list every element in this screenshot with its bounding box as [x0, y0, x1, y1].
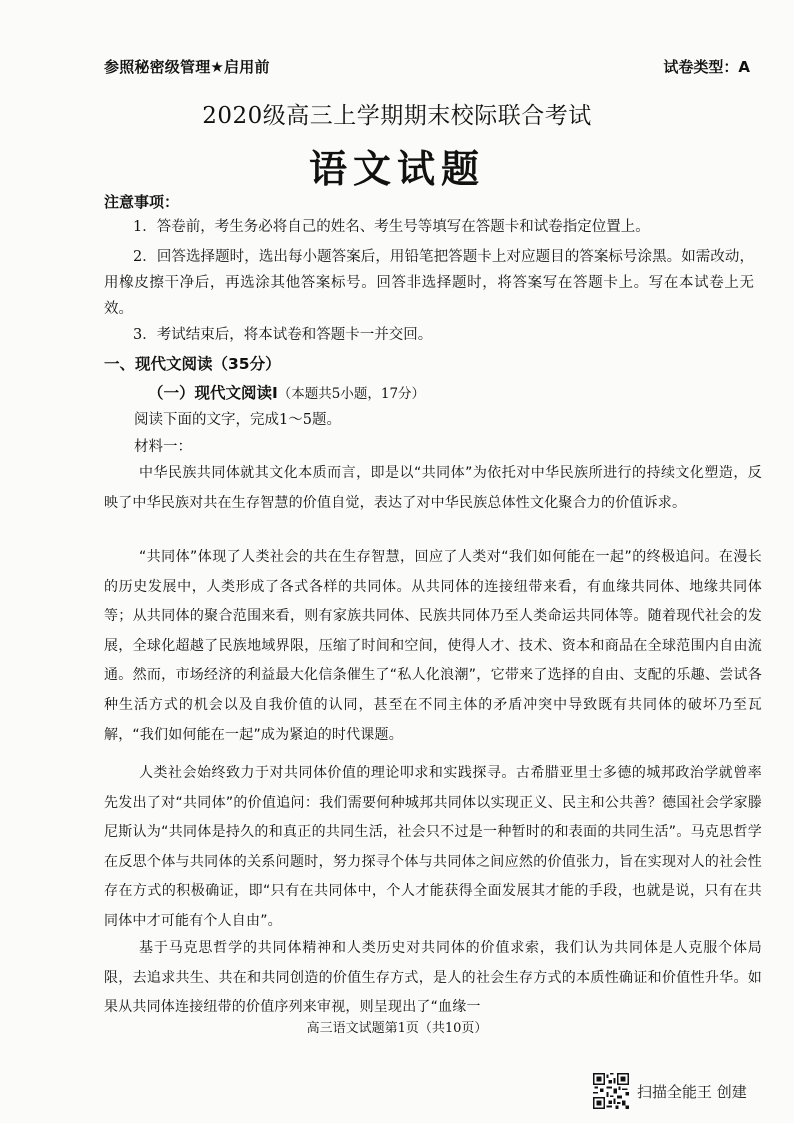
notice-item-1: 1．答卷前，考生务必将自己的姓名、考生号等填写在答题卡和试卷指定位置上。: [133, 219, 650, 235]
qr-code-icon: [593, 1073, 629, 1109]
page-footer: 高三语文试题第1页（共10页）: [306, 1021, 488, 1036]
scanner-watermark: [593, 1072, 747, 1110]
subsection-title: （一）现代文阅读Ⅰ: [148, 384, 278, 402]
material-paragraph-2: “共同体”体现了人类社会的共在生存智慧，回应了人类对“我们如何能在一起”的终极追问。在漫长的历史发展中，人类形成了各式各样的共同体。从共同体的连接纽带来看，有血缘共同体、地缘共同体等；从共同体的聚合范围来看，则有家族共同体、民族共同体乃至人类命运共同体等。随着现代社会的发展，全球化超越了民族地域界限，压缩了时间和空间，使得人才、技术、资本和商品在全球范围内自由流通。然而，市场经济的利益最大化信条催生了“私人化浪潮”，它带来了选择的自由、支配的乐趣、尝试各种生活方式的机会以及自我价值的认同，甚至在不同主体的矛盾冲突中导致既有共同体的破坏乃至瓦解，“我们如何能在一起”成为紧迫的时代课题。: [104, 549, 762, 743]
section-heading: 一、现代文阅读（35分）: [104, 355, 281, 373]
material-label: 材料一：: [134, 439, 192, 455]
notice-item-3: 3．考试结束后，将本试卷和答题卡一并交回。: [133, 327, 433, 343]
confidentiality-label: 参照秘密级管理★启用前: [104, 58, 270, 76]
exam-title: 2020级高三上学期期末校际联合考试: [202, 103, 592, 129]
subsection-heading: [148, 381, 425, 403]
paper-type-label: 试卷类型：A: [663, 58, 750, 76]
subject-title: 语文试题: [308, 147, 485, 191]
reading-instruction: 阅读下面的文字，完成1～5题。: [134, 412, 341, 428]
notice-heading: 注意事项：: [104, 193, 180, 211]
material-paragraph-1: 中华民族共同体就其文化本质而言，即是以“共同体”为依托对中华民族所进行的持续文化塑造，反映了中华民族对共在生存智慧的价值自觉，表达了对中华民族总体性文化聚合力的价值诉求。: [104, 465, 762, 511]
notice-item-2: 2．回答选择题时，选出每小题答案后，用铅笔把答题卡上对应题目的答案标号涂黑。如需改动，用橡皮擦干净后，再选涂其他答案标号。回答非选择题时，将答案写在答题卡上。写在本试卷上无效。: [104, 249, 754, 317]
subsection-note: （本题共5小题，17分）: [277, 386, 426, 402]
material-paragraph-3: 人类社会始终致力于对共同体价值的理论叩求和实践探寻。古希腊亚里士多德的城邦政治学就曾率先发出了对“共同体”的价值追问：我们需要何种城邦共同体以实现正义、民主和公共善？德国社会学家滕尼斯认为“共同体是持久的和真正的共同生活，社会只不过是一种暂时的和表面的共同生活”。马克思哲学在反思个体与共同体的关系问题时，努力探寻个体与共同体之间应然的价值张力，旨在实现对人的社会性存在方式的积极确证，即“只有在共同体中，个人才能获得全面发展其才能的手段，也就是说，只有在共同体中才可能有个人自由”。: [104, 765, 762, 929]
material-paragraph-4: 基于马克思哲学的共同体精神和人类历史对共同体的价值求索，我们认为共同体是人克服个体局限，去追求共生、共在和共同创造的价值生存方式，是人的社会生存方式的本质性确证和价值性升华。如果从共同体连接纽带的价值序列来审视，则呈现出了“血缘一: [104, 940, 762, 1016]
scanner-watermark-text: 扫描全能王 创建: [637, 1082, 747, 1101]
